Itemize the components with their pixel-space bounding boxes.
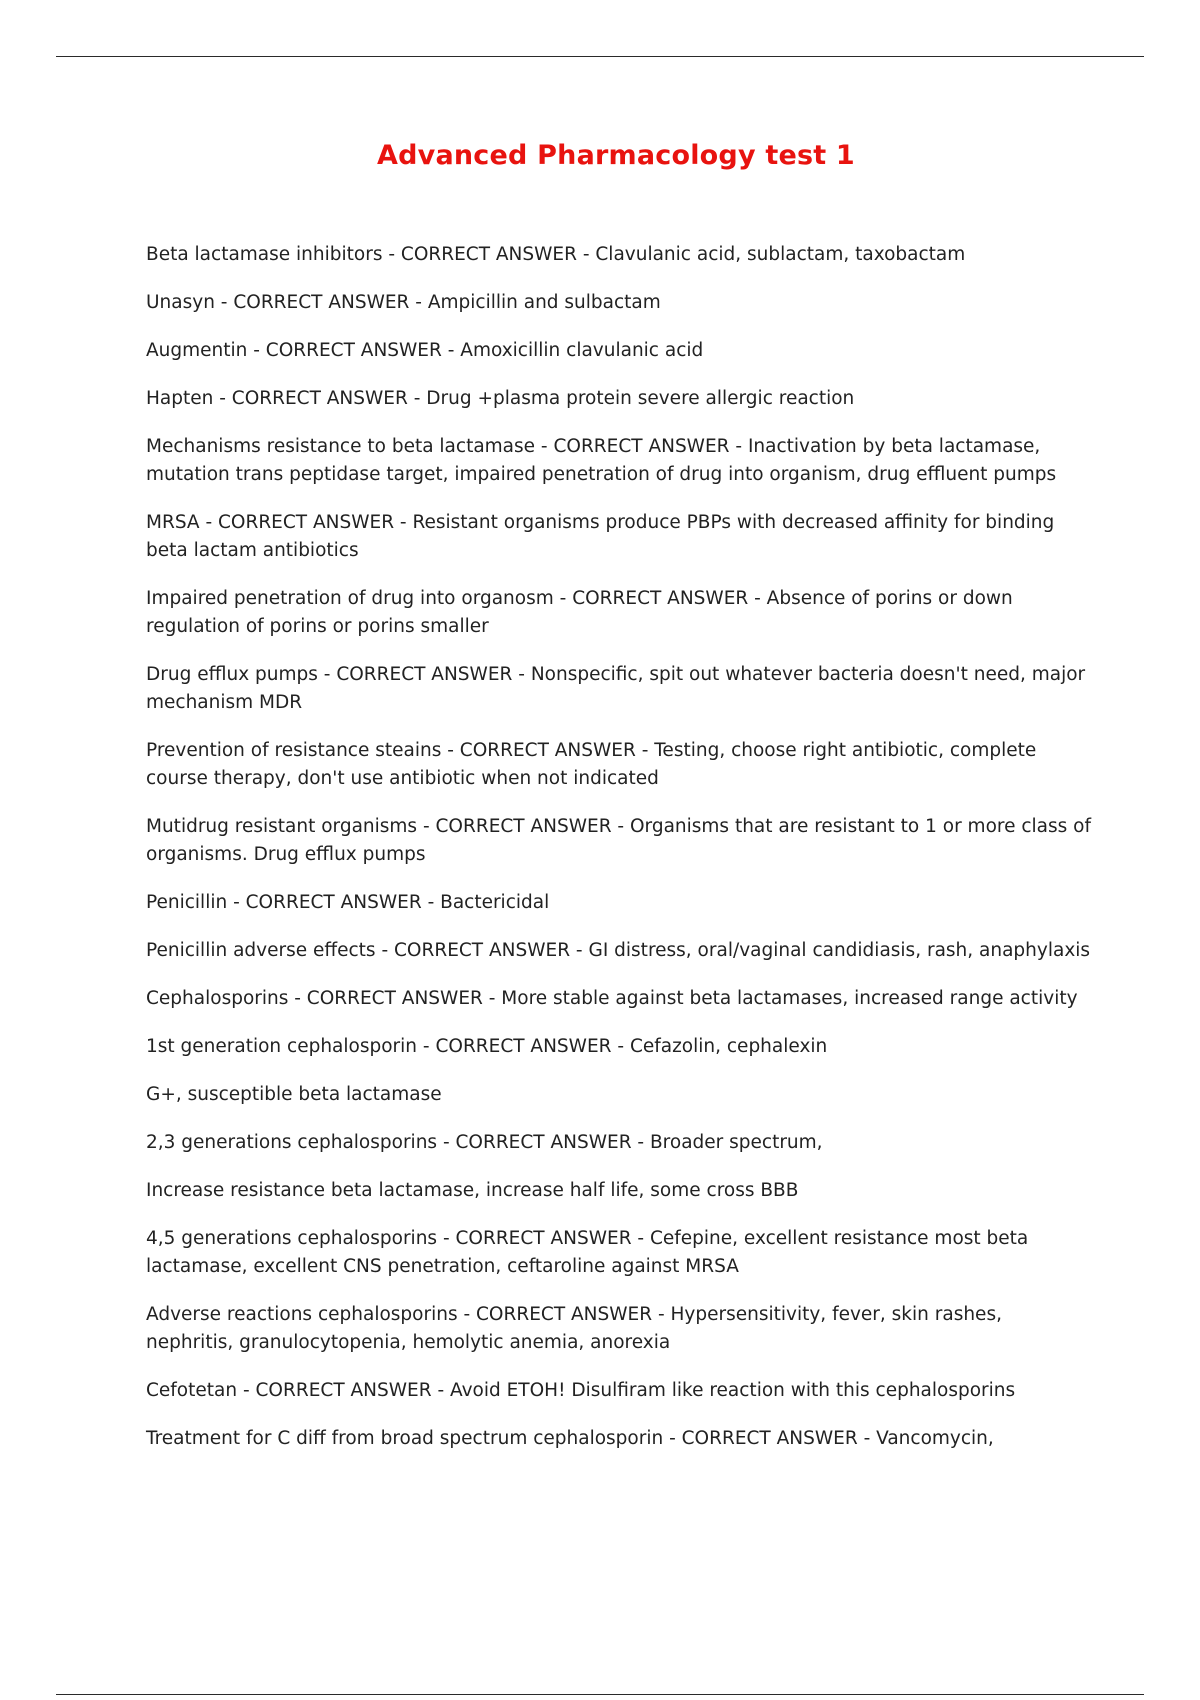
- qa-entry: Penicillin - CORRECT ANSWER - Bactericidal: [146, 892, 550, 913]
- qa-entry: Mutidrug resistant organisms - CORRECT ANSWER - Organisms that are resistant to 1 or more class of organisms. Drug efflux pumps: [146, 816, 1091, 865]
- qa-entry: Drug efflux pumps - CORRECT ANSWER - Nonspecific, spit out whatever bacteria doesn't need, major mechanism MDR: [146, 664, 1086, 713]
- qa-entry: Increase resistance beta lactamase, increase half life, some cross BBB: [146, 1180, 799, 1201]
- qa-entry: 1st generation cephalosporin - CORRECT ANSWER - Cefazolin, cephalexin: [146, 1036, 828, 1057]
- qa-entry: Cephalosporins - CORRECT ANSWER - More stable against beta lactamases, increased range activity: [146, 988, 1078, 1009]
- qa-entry: 4,5 generations cephalosporins - CORRECT ANSWER - Cefepine, excellent resistance most beta lactamase, excellent CNS penetration, ceftaroline against MRSA: [146, 1228, 1029, 1277]
- qa-entry: Unasyn - CORRECT ANSWER - Ampicillin and sulbactam: [146, 292, 661, 313]
- qa-entry: Hapten - CORRECT ANSWER - Drug +plasma protein severe allergic reaction: [146, 388, 855, 409]
- qa-entry: G+, susceptible beta lactamase: [146, 1084, 442, 1105]
- qa-entry: Impaired penetration of drug into organosm - CORRECT ANSWER - Absence of porins or down regulation of porins or porins smaller: [146, 588, 1013, 637]
- bottom-rule: [56, 1694, 1144, 1695]
- qa-entry: MRSA - CORRECT ANSWER - Resistant organisms produce PBPs with decreased affinity for binding beta lactam antibiotics: [146, 512, 1055, 561]
- document-title: Advanced Pharmacology test 1: [377, 140, 855, 171]
- qa-list: [146, 241, 1091, 1473]
- qa-entry: Cefotetan - CORRECT ANSWER - Avoid ETOH! Disulfiram like reaction with this cephalosporins: [146, 1380, 1016, 1401]
- qa-entry: Penicillin adverse effects - CORRECT ANSWER - GI distress, oral/vaginal candidiasis, rash, anaphylaxis: [146, 940, 1091, 961]
- qa-entry: Prevention of resistance steains - CORRECT ANSWER - Testing, choose right antibiotic, complete course therapy, don't use antibiotic when not indicated: [146, 740, 1037, 789]
- qa-entry: 2,3 generations cephalosporins - CORRECT ANSWER - Broader spectrum,: [146, 1132, 823, 1153]
- qa-entry: Adverse reactions cephalosporins - CORRECT ANSWER - Hypersensitivity, fever, skin rashes, nephritis, granulocytopenia, hemolytic anemia, anorexia: [146, 1304, 1002, 1353]
- top-rule: [56, 56, 1144, 57]
- qa-entry: Beta lactamase inhibitors - CORRECT ANSWER - Clavulanic acid, sublactam, taxobactam: [146, 244, 966, 265]
- qa-entry: Mechanisms resistance to beta lactamase - CORRECT ANSWER - Inactivation by beta lactamase, mutation trans peptidase target, impaired penetration of drug into organism, drug effluent pumps: [146, 436, 1057, 485]
- qa-entry: Treatment for C diff from broad spectrum cephalosporin - CORRECT ANSWER - Vancomycin,: [146, 1428, 994, 1449]
- qa-entry: Augmentin - CORRECT ANSWER - Amoxicillin clavulanic acid: [146, 340, 704, 361]
